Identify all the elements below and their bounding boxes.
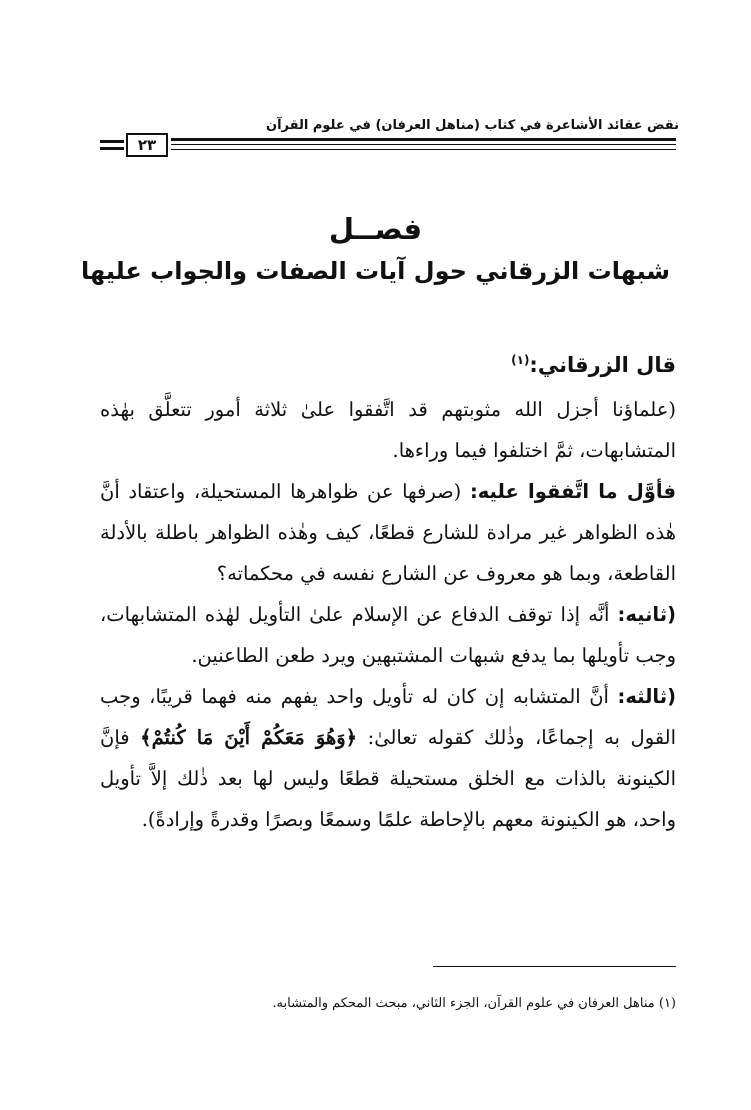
header-rule-thick: [171, 138, 676, 141]
paragraph-4-text-b: فإنَّ الكينونة بالذات مع الخلق مستحيلة قطعًا وليس لها بعد ذٰلك إلاَّ تأويل واحد، هو الكينونة معهم بالإحاطة علمًا وسمعًا وبصرًا وقدرةً وإرادةً).: [100, 726, 676, 831]
paragraph-4: [100, 676, 676, 840]
page-number: ٢٣: [126, 133, 168, 157]
chapter-title: فصــل: [328, 212, 423, 246]
running-header-title: نقض عقائد الأشاعرة في كتاب (مناهل العرفان) في علوم القرآن: [266, 118, 679, 133]
paragraph-1: (علماؤنا أجزل الله مثوبتهم قد اتَّفقوا علىٰ ثلاثة أمور تتعلَّق بهٰذه المتشابهات، ثمَّ اختلفوا فيما وراءها.: [100, 398, 676, 462]
header-rule-left-top: [100, 140, 124, 143]
intro-label: قال الزرقاني:: [529, 353, 676, 377]
paragraph-2: [100, 471, 676, 594]
paragraph-4-lead: (ثالثه:: [617, 685, 676, 708]
paragraph-2-lead: فأوَّل ما اتَّفقوا عليه:: [469, 480, 676, 503]
paragraph-3-lead: (ثانيه:: [617, 603, 676, 626]
body-text: [100, 345, 676, 840]
footnote-separator: [433, 966, 676, 967]
footnote-number: (١): [658, 996, 676, 1011]
quran-verse: ﴿وَهُوَ مَعَكُمْ أَيْنَ مَا كُنتُمْ﴾: [140, 726, 358, 749]
paragraph-4-text-a: أنَّ المتشابه إن كان له تأويل واحد يفهم منه فهما قريبًا، وجب القول به إجماعًا، وذٰلك كقوله تعالىٰ:: [100, 685, 676, 749]
paragraph-2-text: (صرفها عن ظواهرها المستحيلة، واعتقاد أنَّ هٰذه الظواهر غير مرادة للشارع قطعًا، كيف وهٰذه الظواهر باطلة بالأدلة القاطعة، وبما هو معروف عن الشارع نفسه في محكماته؟: [100, 480, 676, 585]
header-rule-left-bottom: [100, 147, 124, 150]
intro-paragraph: [100, 345, 676, 386]
footnote-text: مناهل العرفان في علوم القرآن، الجزء الثاني، مبحث المحكم والمتشابه.: [272, 996, 655, 1011]
footnote-ref: (١): [511, 353, 530, 367]
chapter-subtitle: شبهات الزرقاني حول آيات الصفات والجواب عليها: [80, 257, 671, 285]
paragraph-3-text: أنَّه إذا توقف الدفاع عن الإسلام علىٰ التأويل لهٰذه المتشابهات، وجب تأويلها بما يدفع شبهات المشتبهين ويرد طعن الطاعنين.: [100, 603, 676, 667]
header-rule-thin-2: [171, 149, 676, 150]
header-rule-thin-1: [171, 144, 676, 145]
paragraph-3: [100, 594, 676, 676]
footnote: [100, 994, 676, 1014]
